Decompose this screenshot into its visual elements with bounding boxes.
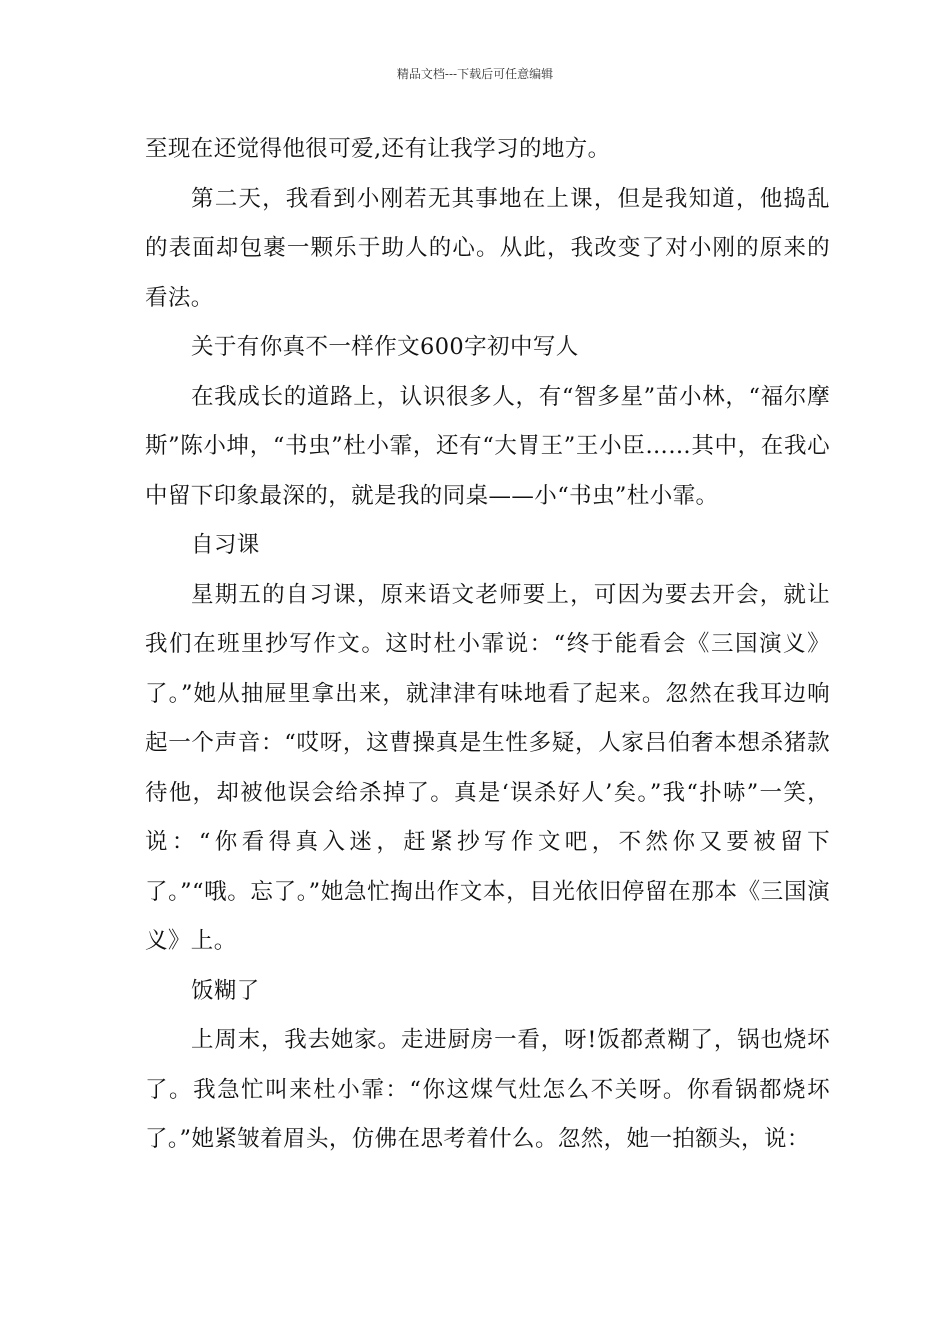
section-heading-burnt-rice: 饭糊了 xyxy=(191,977,260,1004)
document-body xyxy=(145,125,830,1165)
section-heading-self-study: 自习课 xyxy=(191,532,260,558)
paragraph-4: 在我成长的道路上，认识很多人，有“智多星”苗小林，“福尔摩斯”陈小坤，“书虫”杜小霏，还有“大胃王”王小臣……其中，在我心中留下印象最深的，就是我的同桌——小“书虫”杜小霏。 xyxy=(145,383,830,509)
paragraph-6: 星期五的自习课，原来语文老师要上，可因为要去开会，就让我们在班里抄写作文。这时杜小霏说：“终于能看会《三国演义》了。”她从抽屉里拿出来，就津津有味地看了起来。忽然在我耳边响起一个声音：“哎呀，这曹操真是生性多疑，人家吕伯奢本想杀猪款待他，却被他误会给杀掉了。真是‘误杀好人’矣。”我“扑哧”一笑，说：“你看得真入迷，赶紧抄写作文吧，不然你又要被留下了。”“哦。忘了。”她急忙掏出作文本，目光依旧停留在那本《三国演义》上。 xyxy=(145,581,830,954)
page-header: 精品文档---下载后可任意编辑 xyxy=(396,67,554,81)
essay-title: 关于有你真不一样作文600字初中写人 xyxy=(191,334,579,360)
paragraph-1: 至现在还觉得他很可爱,还有让我学习的地方。 xyxy=(145,136,611,162)
paragraph-2: 第二天，我看到小刚若无其事地在上课，但是我知道，他捣乱的表面却包裹一颗乐于助人的心。从此，我改变了对小刚的原来的看法。 xyxy=(145,185,830,311)
paragraph-8: 上周末，我去她家。走进厨房一看，呀!饭都煮糊了，锅也烧坏了。我急忙叫来杜小霏：“你这煤气灶怎么不关呀。你看锅都烧坏了。”她紧皱着眉头，仿佛在思考着什么。忽然，她一拍额头，说： xyxy=(145,1027,830,1152)
